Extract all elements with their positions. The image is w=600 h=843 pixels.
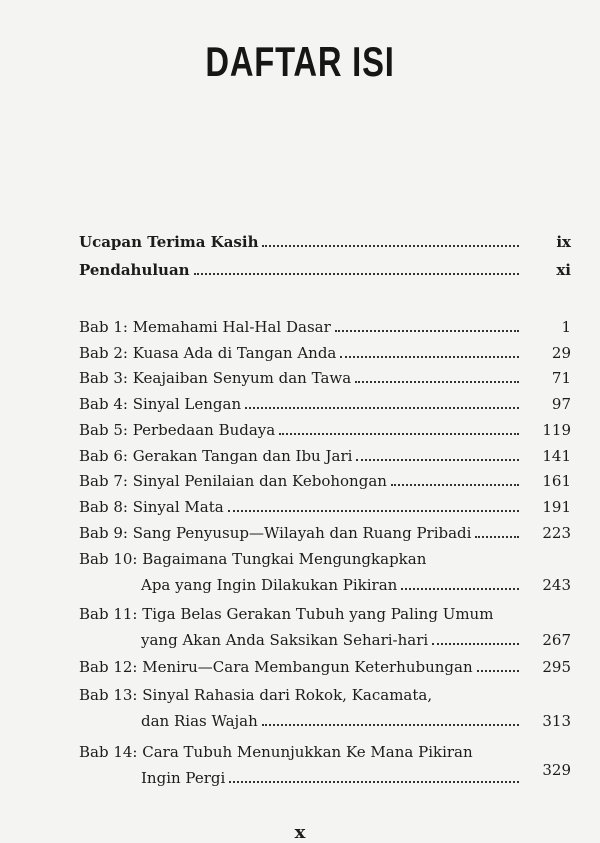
toc-entry-chapter-14-line2[interactable] [79,761,571,788]
toc-entry-label: Ucapan Terima Kasih [79,233,259,251]
toc-entry-label: Bab 14: Cara Tubuh Menunjukkan Ke Mana Pikiran [79,743,473,761]
toc-entry-chapter-12[interactable] [79,653,571,677]
toc-entry-page: 223 [542,524,571,542]
page-title: DAFTAR ISI [205,38,395,85]
dot-leader [401,588,519,590]
toc-entry-label: Bab 8: Sinyal Mata [79,498,224,516]
toc-entry-chapter-8[interactable] [79,493,571,517]
dot-leader [229,781,519,783]
dot-leader [262,724,519,726]
toc-entry-page: ix [556,233,571,251]
toc-entry-label: Bab 4: Sinyal Lengan [79,395,242,413]
toc-entry-label: Bab 2: Kuasa Ada di Tangan Anda [79,344,337,362]
toc-entry-chapter-11-line1[interactable] [79,600,571,624]
toc-entry-page: 313 [542,712,571,730]
dot-leader [356,459,519,461]
toc-entry-label: Bab 10: Bagaimana Tungkai Mengungkapkan [79,550,427,568]
dot-leader [279,433,519,435]
toc-entry-page: 119 [542,421,571,439]
toc-entry-chapter-13-line1[interactable] [79,681,571,705]
toc-entry-page: 97 [551,395,571,413]
toc-entry-label: Bab 3: Keajaiban Senyum dan Tawa [79,369,352,387]
dot-leader [355,381,519,383]
toc-entry-page: 29 [551,344,571,362]
toc-entry-label: Bab 9: Sang Penyusup—Wilayah dan Ruang Pribadi [79,524,472,542]
toc-entry-label: Bab 5: Perbedaan Budaya [79,421,276,439]
toc-entry-page: 141 [542,447,571,465]
toc-entry-chapter-9[interactable] [79,519,571,543]
dot-leader [475,536,519,538]
dot-leader [194,273,519,275]
toc-entry-chapter-6[interactable] [79,442,571,466]
dot-leader [340,356,519,358]
toc-entry-chapter-10-line2[interactable] [79,571,571,595]
toc-entry-page: 191 [542,498,571,516]
toc-entry-page: 295 [542,658,571,676]
page-number: x [294,822,306,843]
toc-entry-label: Apa yang Ingin Dilakukan Pikiran [141,576,398,594]
dot-leader [477,670,519,672]
toc-entry-chapter-14-line1[interactable] [79,738,571,762]
toc-entry-label: Bab 13: Sinyal Rahasia dari Rokok, Kacamata, [79,686,433,704]
toc-entry-chapter-10-line1[interactable] [79,545,571,569]
toc-entry-introduction[interactable] [79,256,571,280]
toc-entry-page: 161 [542,472,571,490]
dot-leader [391,484,519,486]
toc-entry-label: yang Akan Anda Saksikan Sehari-hari [141,631,429,649]
toc-entry-page: 71 [551,369,571,387]
dot-leader [432,643,519,645]
toc-entry-label: Bab 6: Gerakan Tangan dan Ibu Jari [79,447,353,465]
toc-entry-page: 329 [542,761,571,779]
toc-entry-page: 1 [561,318,571,336]
toc-entry-chapter-2[interactable] [79,339,571,363]
toc-entry-page: 243 [542,576,571,594]
toc-entry-chapter-11-line2[interactable] [79,626,571,650]
toc-entry-chapter-13-line2[interactable] [79,707,571,731]
toc-entry-label: Bab 1: Memahami Hal-Hal Dasar [79,318,331,336]
dot-leader [335,330,519,332]
toc-entry-label: Ingin Pergi [141,769,226,787]
toc-entry-label: dan Rias Wajah [141,712,258,730]
toc-entry-chapter-7[interactable] [79,467,571,491]
toc-entry-label: Bab 7: Sinyal Penilaian dan Kebohongan [79,472,387,490]
toc-entry-chapter-4[interactable] [79,390,571,414]
toc-entry-label: Pendahuluan [79,261,190,279]
dot-leader [245,407,519,409]
toc-entry-chapter-3[interactable] [79,364,571,388]
toc-entry-acknowledgements[interactable] [79,228,571,252]
toc-entry-page: 267 [542,631,571,649]
toc-entry-label: Bab 12: Meniru—Cara Membangun Keterhubungan [79,658,473,676]
toc-entry-chapter-1[interactable] [79,313,571,337]
toc-entry-page: xi [556,261,571,279]
dot-leader [262,245,519,247]
toc-entry-label: Bab 11: Tiga Belas Gerakan Tubuh yang Paling Umum [79,605,494,623]
toc-entry-chapter-5[interactable] [79,416,571,440]
dot-leader [228,510,519,512]
